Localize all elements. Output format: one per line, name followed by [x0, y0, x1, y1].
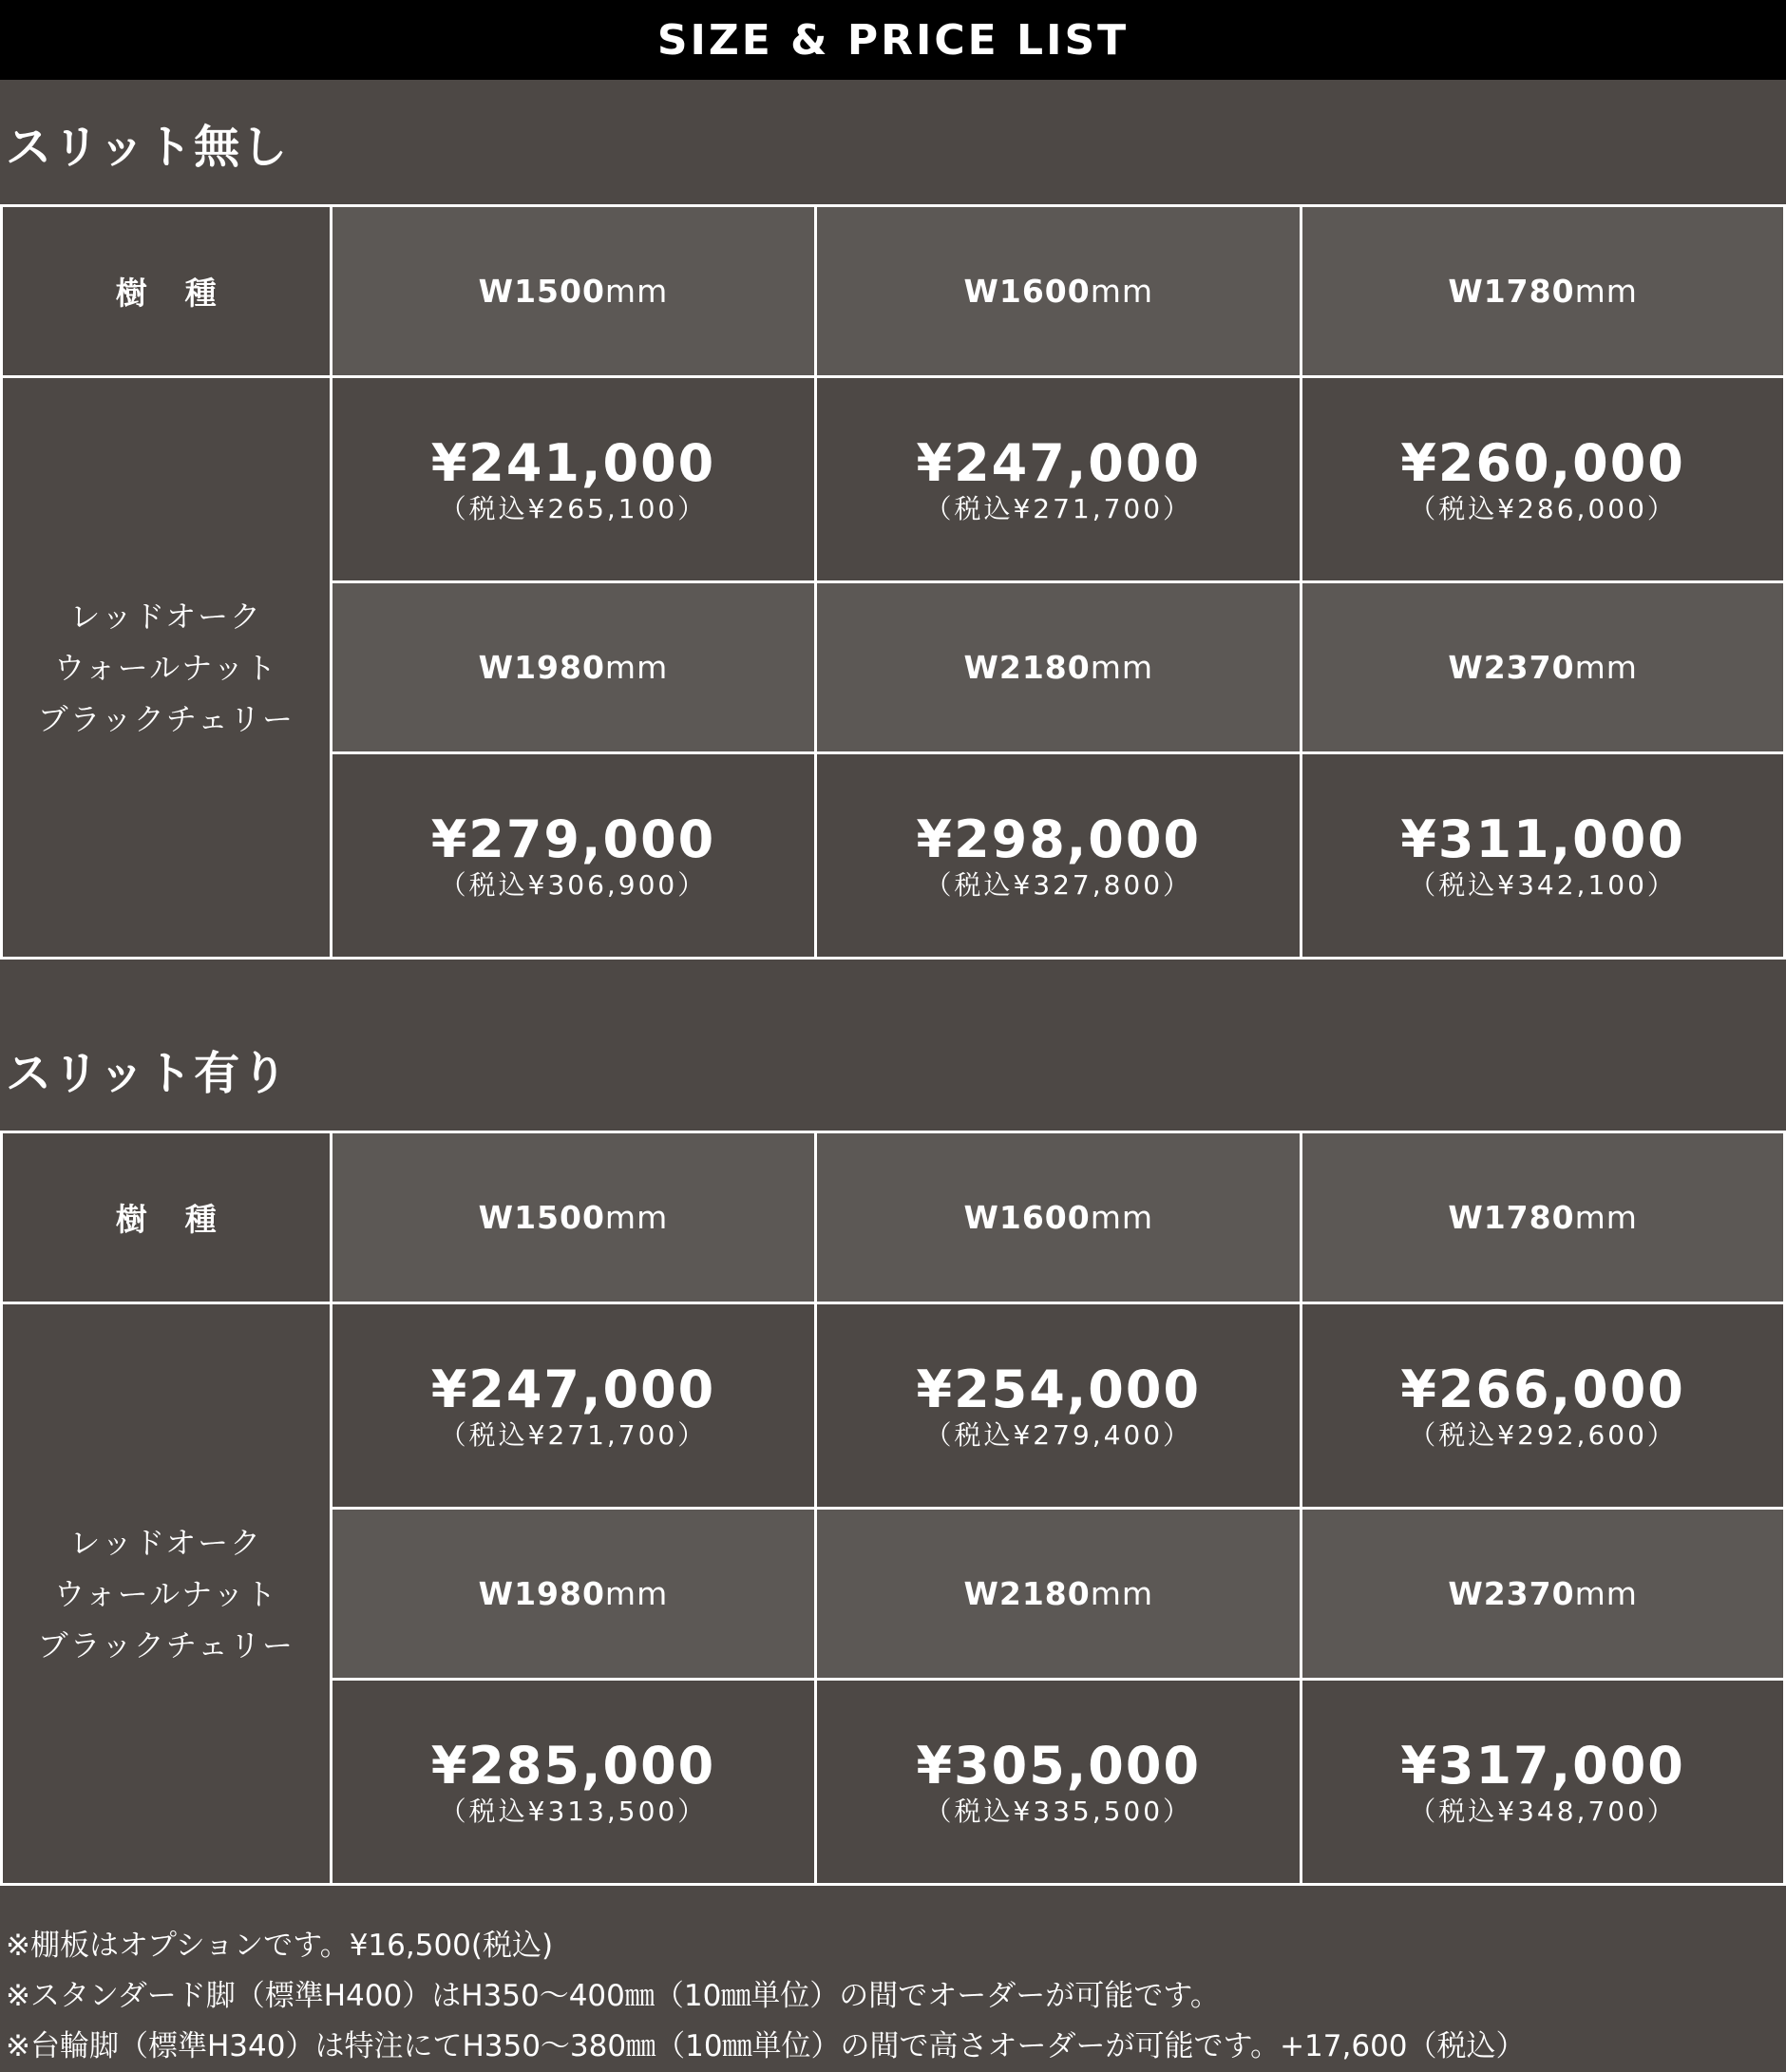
price-tax-included: （税込¥327,800） — [924, 868, 1193, 901]
size-label: W1500mm — [478, 1199, 669, 1236]
note-line: ※棚板はオプションです。¥16,500(税込) — [6, 1929, 554, 1963]
page-header — [0, 0, 1786, 80]
price: ¥247,000 — [916, 432, 1202, 493]
species-cell — [2, 1303, 332, 1885]
size-cell — [816, 582, 1302, 753]
size-label: W2180mm — [963, 1575, 1154, 1612]
table-row — [2, 1303, 1785, 1509]
price-tax-included: （税込¥306,900） — [439, 868, 708, 901]
price-tax-included: （税込¥342,100） — [1409, 868, 1677, 901]
price-cell — [1302, 1303, 1785, 1509]
price: ¥241,000 — [430, 432, 716, 493]
price-cell — [816, 377, 1302, 582]
size-cell — [1302, 1132, 1785, 1303]
size-label: W2370mm — [1448, 1575, 1638, 1612]
section-title-no-slit: スリット無し — [6, 121, 290, 174]
size-label: W2180mm — [963, 649, 1154, 686]
table-row — [2, 1132, 1785, 1303]
size-label: W1600mm — [963, 1199, 1154, 1236]
table-row — [2, 377, 1785, 582]
price-tax-included: （税込¥292,600） — [1409, 1418, 1677, 1451]
size-cell — [331, 582, 816, 753]
species-name: ブラックチェリー — [37, 1626, 294, 1663]
size-cell — [331, 1132, 816, 1303]
price-cell — [816, 753, 1302, 959]
size-label: W1600mm — [963, 273, 1154, 310]
species-name: ウォールナット — [54, 1575, 278, 1612]
price: ¥279,000 — [430, 808, 716, 869]
price: ¥305,000 — [916, 1735, 1202, 1796]
size-cell — [331, 206, 816, 377]
price-cell — [816, 1303, 1302, 1509]
price: ¥247,000 — [430, 1359, 716, 1419]
section-title-with-slit: スリット有り — [6, 1047, 290, 1100]
price-tax-included: （税込¥265,100） — [439, 492, 708, 524]
size-label: W1980mm — [478, 1575, 669, 1612]
size-cell — [816, 1509, 1302, 1680]
price: ¥311,000 — [1400, 808, 1685, 869]
price-table-no-slit — [0, 204, 1786, 960]
price-tax-included: （税込¥335,500） — [924, 1795, 1193, 1827]
note-line: ※台輪脚（標準H340）は特注にてH350〜380㎜（10㎜単位）の間で高さオーダーが可能です。+17,600（税込） — [6, 2029, 1526, 2063]
price-cell — [331, 1303, 816, 1509]
species-name: レッドオーク — [69, 598, 263, 635]
price-tax-included: （税込¥286,000） — [1409, 492, 1677, 524]
page-title: SIZE & PRICE LIST — [656, 15, 1130, 65]
price-tax-included: （税込¥313,500） — [439, 1795, 708, 1827]
price-tax-included: （税込¥271,700） — [924, 492, 1193, 524]
size-cell — [1302, 1509, 1785, 1680]
price-tax-included: （税込¥279,400） — [924, 1418, 1193, 1451]
price-tax-included: （税込¥348,700） — [1409, 1795, 1677, 1827]
price-cell — [1302, 377, 1785, 582]
size-cell — [1302, 582, 1785, 753]
species-list — [3, 591, 330, 745]
price: ¥298,000 — [916, 808, 1202, 869]
price: ¥285,000 — [430, 1735, 716, 1796]
species-name: ウォールナット — [54, 649, 278, 686]
species-header: 樹種 — [115, 1201, 255, 1238]
note-line: ※スタンダード脚（標準H400）はH350〜400㎜（10㎜単位）の間でオーダーが可能です。 — [6, 1979, 1220, 2013]
size-cell — [816, 1132, 1302, 1303]
table-row — [2, 206, 1785, 377]
species-name: ブラックチェリー — [37, 700, 294, 737]
species-cell — [2, 377, 332, 959]
species-header: 樹種 — [115, 275, 255, 312]
price-cell — [331, 1680, 816, 1885]
price: ¥260,000 — [1400, 432, 1685, 493]
size-label: W1780mm — [1448, 273, 1638, 310]
notes — [6, 1921, 1526, 2072]
price-tax-included: （税込¥271,700） — [439, 1418, 708, 1451]
price: ¥254,000 — [916, 1359, 1202, 1419]
species-name: レッドオーク — [69, 1524, 263, 1561]
species-list — [3, 1517, 330, 1671]
price-cell — [1302, 1680, 1785, 1885]
price: ¥266,000 — [1400, 1359, 1685, 1419]
size-label: W2370mm — [1448, 649, 1638, 686]
size-cell — [1302, 206, 1785, 377]
price-table-with-slit — [0, 1131, 1786, 1886]
price-cell — [1302, 753, 1785, 959]
price-cell — [331, 377, 816, 582]
price: ¥317,000 — [1400, 1735, 1685, 1796]
species-header-cell — [2, 1132, 332, 1303]
size-cell — [816, 206, 1302, 377]
price-cell — [331, 753, 816, 959]
price-cell — [816, 1680, 1302, 1885]
size-cell — [331, 1509, 816, 1680]
size-label: W1780mm — [1448, 1199, 1638, 1236]
size-label: W1500mm — [478, 273, 669, 310]
species-header-cell — [2, 206, 332, 377]
size-label: W1980mm — [478, 649, 669, 686]
